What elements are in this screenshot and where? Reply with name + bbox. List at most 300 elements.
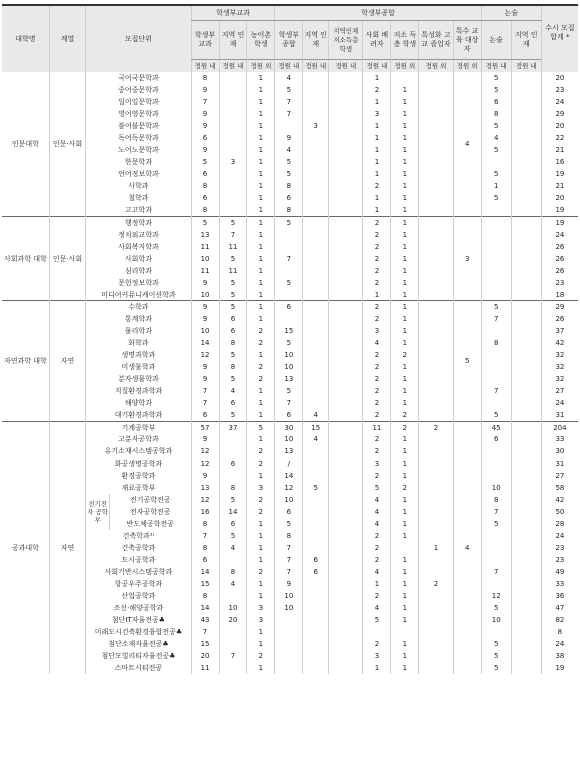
quota-cell (419, 361, 453, 373)
quota-cell: 5 (481, 120, 511, 132)
unit-name: 재료공학부 (86, 482, 191, 494)
quota-cell: 20 (191, 650, 219, 662)
total-cell: 26 (541, 241, 578, 253)
quota-cell: 2 (391, 349, 419, 361)
quota-cell: 2 (363, 180, 391, 192)
header-c9: 특성화 고교 졸업자 (419, 21, 453, 60)
quota-cell: 10 (275, 433, 303, 445)
header-c10: 특수 교육 대상자 (453, 21, 481, 60)
table-row (2, 277, 578, 289)
quota-cell: 2 (247, 325, 275, 337)
total-cell: 49 (541, 566, 578, 578)
quota-cell: 2 (363, 445, 391, 457)
quota-cell: 15 (275, 325, 303, 337)
header-field: 계열 (49, 5, 86, 72)
quota-cell (303, 156, 329, 168)
total-cell: 33 (541, 578, 578, 590)
unit-name: 미생물학과 (86, 361, 191, 373)
quota-cell (329, 156, 363, 168)
quota-cell: 14 (275, 470, 303, 482)
quota-cell (303, 602, 329, 614)
table-row (2, 482, 578, 494)
quota-cell (329, 470, 363, 482)
total-cell: 32 (541, 361, 578, 373)
quota-cell: 3 (363, 108, 391, 120)
subdivision-cell: 전기전자 공학부 (86, 494, 110, 530)
quota-cell: 1 (391, 566, 419, 578)
total-cell: 58 (541, 482, 578, 494)
quota-cell: 8 (191, 72, 219, 84)
quota-cell: 1 (391, 120, 419, 132)
total-cell: 26 (541, 253, 578, 265)
quota-cell: 45 (481, 421, 511, 433)
total-cell: 16 (541, 156, 578, 168)
table-row (2, 241, 578, 253)
quota-cell: 5 (481, 662, 511, 674)
quota-cell: 7 (219, 229, 247, 241)
quota-cell: 10 (275, 361, 303, 373)
quota-cell (329, 289, 363, 301)
quota-cell (481, 361, 511, 373)
quota-cell (329, 518, 363, 530)
quota-cell: 1 (391, 494, 419, 506)
quota-cell (481, 470, 511, 482)
quota-cell (511, 626, 541, 638)
quota-cell (419, 313, 453, 325)
quota-cell: 1 (247, 96, 275, 108)
total-cell: 204 (541, 421, 578, 433)
quota-cell: 8 (219, 361, 247, 373)
quota-cell (219, 205, 247, 217)
quota-out: 정원 외 (453, 60, 481, 73)
quota-cell: 7 (481, 313, 511, 325)
quota-cell (419, 108, 453, 120)
quota-cell (419, 470, 453, 482)
quota-cell: 9 (275, 578, 303, 590)
quota-cell (419, 554, 453, 566)
quota-cell (511, 156, 541, 168)
quota-cell (329, 361, 363, 373)
header-group-nonsul: 논술 (481, 5, 541, 21)
quota-in: 정원 내 (191, 60, 219, 73)
quota-cell: 1 (391, 373, 419, 385)
quota-cell (329, 566, 363, 578)
header-group-jonghap: 학생부종합 (275, 5, 481, 21)
quota-cell: 6 (275, 409, 303, 421)
quota-cell (303, 313, 329, 325)
quota-cell: 1 (247, 470, 275, 482)
quota-cell: 11 (363, 421, 391, 433)
quota-cell (303, 325, 329, 337)
quota-cell: 1 (247, 626, 275, 638)
quota-cell: 1 (247, 301, 275, 313)
quota-cell: 7 (191, 626, 219, 638)
quota-cell: 1 (391, 397, 419, 409)
quota-cell (329, 325, 363, 337)
quota-cell: 13 (275, 445, 303, 457)
quota-cell: 2 (363, 554, 391, 566)
quota-cell: 1 (247, 132, 275, 144)
quota-cell (481, 253, 511, 265)
quota-cell: 1 (391, 433, 419, 445)
quota-cell: 1 (391, 180, 419, 192)
quota-cell (275, 650, 303, 662)
quota-cell: 2 (363, 313, 391, 325)
quota-cell: 1 (391, 614, 419, 626)
quota-cell: 8 (191, 518, 219, 530)
quota-out: 정원 외 (391, 60, 419, 73)
quota-cell: 5 (275, 277, 303, 289)
quota-cell: 4 (275, 72, 303, 84)
quota-cell: 9 (191, 361, 219, 373)
quota-cell (511, 313, 541, 325)
table-row (2, 458, 578, 470)
quota-cell: 14 (191, 337, 219, 349)
total-cell: 19 (541, 168, 578, 180)
quota-cell: 1 (363, 168, 391, 180)
table-row (2, 662, 578, 674)
quota-cell: 1 (247, 205, 275, 217)
quota-cell: 6 (191, 409, 219, 421)
unit-name: 사회복지학과 (86, 241, 191, 253)
table-row (2, 542, 578, 554)
unit-name: 첨단IT자율전공♣ (86, 614, 191, 626)
quota-in: 정원 내 (363, 60, 391, 73)
quota-cell (419, 156, 453, 168)
quota-cell (329, 373, 363, 385)
quota-cell: 1 (363, 156, 391, 168)
quota-cell: 2 (363, 361, 391, 373)
quota-cell (303, 578, 329, 590)
quota-cell (419, 325, 453, 337)
unit-name: 수학과 (86, 301, 191, 313)
quota-cell: 8 (275, 530, 303, 542)
quota-cell: 10 (191, 253, 219, 265)
header-c6: 지역인재 저소득층 학생 (329, 21, 363, 60)
total-cell: 47 (541, 602, 578, 614)
total-cell: 19 (541, 662, 578, 674)
quota-cell: 5 (275, 168, 303, 180)
quota-cell: 1 (391, 470, 419, 482)
quota-cell (481, 445, 511, 457)
quota-cell (329, 662, 363, 674)
quota-cell: 1 (391, 530, 419, 542)
quota-cell: 5 (219, 373, 247, 385)
quota-cell: 1 (391, 96, 419, 108)
quota-cell: 5 (191, 217, 219, 229)
quota-cell: 2 (363, 638, 391, 650)
quota-cell (511, 578, 541, 590)
quota-cell (511, 325, 541, 337)
quota-cell: 1 (247, 156, 275, 168)
quota-cell: 5 (275, 337, 303, 349)
quota-cell: 2 (247, 373, 275, 385)
quota-cell: 1 (391, 554, 419, 566)
quota-cell (303, 168, 329, 180)
quota-cell (419, 277, 453, 289)
quota-cell (275, 229, 303, 241)
quota-cell (511, 132, 541, 144)
quota-cell: 2 (363, 301, 391, 313)
header-group-gyogwa: 학생부교과 (191, 5, 275, 21)
quota-cell: 1 (247, 192, 275, 204)
header-c1: 학생부 교과 (191, 21, 219, 60)
unit-name: 미디어커뮤니케이션학과 (86, 289, 191, 301)
quota-cell: 7 (275, 108, 303, 120)
quota-cell (303, 192, 329, 204)
quota-cell (303, 458, 329, 470)
quota-cell (219, 192, 247, 204)
table-row (2, 265, 578, 277)
quota-cell (511, 482, 541, 494)
quota-cell: 1 (363, 578, 391, 590)
quota-cell: 5 (481, 84, 511, 96)
quota-cell (219, 554, 247, 566)
quota-cell (481, 530, 511, 542)
unit-name: 전자공학전공 (109, 506, 191, 518)
quota-cell (329, 385, 363, 397)
quota-cell (511, 265, 541, 277)
table-row (2, 409, 578, 421)
quota-cell (303, 626, 329, 638)
quota-cell: 10 (481, 614, 511, 626)
quota-in: 정원 내 (481, 60, 511, 73)
unit-name: 사회학과 (86, 253, 191, 265)
quota-cell (329, 313, 363, 325)
unit-name: 산업공학과 (86, 590, 191, 602)
quota-cell (329, 277, 363, 289)
quota-cell (419, 84, 453, 96)
unit-name: 심리학과 (86, 265, 191, 277)
quota-cell: 2 (363, 470, 391, 482)
quota-cell (419, 566, 453, 578)
quota-cell: 1 (481, 180, 511, 192)
table-row (2, 289, 578, 301)
unit-name: 문헌정보학과 (86, 277, 191, 289)
quota-cell: 6 (219, 313, 247, 325)
header-c2: 지역 인재 (219, 21, 247, 60)
quota-cell (303, 205, 329, 217)
unit-name: 일어일문학과 (86, 96, 191, 108)
quota-cell (511, 84, 541, 96)
unit-name: 사학과 (86, 180, 191, 192)
quota-cell (511, 289, 541, 301)
quota-cell: 2 (419, 578, 453, 590)
quota-cell (511, 253, 541, 265)
unit-name: 영어영문학과 (86, 108, 191, 120)
quota-cell (363, 626, 391, 638)
quota-cell: 13 (191, 229, 219, 241)
quota-cell: 15 (303, 421, 329, 433)
quota-cell: 1 (391, 144, 419, 156)
quota-cell: 2 (247, 566, 275, 578)
quota-cell: 8 (219, 482, 247, 494)
quota-cell: 5 (481, 650, 511, 662)
quota-cell (303, 301, 329, 313)
table-row (2, 313, 578, 325)
quota-cell (511, 662, 541, 674)
total-cell: 38 (541, 650, 578, 662)
quota-cell (511, 72, 541, 84)
quota-cell: 1 (363, 662, 391, 674)
quota-cell: 4 (219, 578, 247, 590)
quota-cell (303, 229, 329, 241)
quota-cell (511, 554, 541, 566)
unit-name: 사회기반시스템공학과 (86, 566, 191, 578)
total-cell: 23 (541, 554, 578, 566)
header-c7: 사회 배려자 (363, 21, 391, 60)
total-cell: 30 (541, 445, 578, 457)
quota-cell (329, 578, 363, 590)
quota-cell (329, 144, 363, 156)
quota-cell (511, 108, 541, 120)
quota-cell (275, 662, 303, 674)
quota-in: 정원 내 (511, 60, 541, 73)
total-cell: 19 (541, 205, 578, 217)
table-row (2, 566, 578, 578)
unit-name: 항공우주공학과 (86, 578, 191, 590)
unit-name: 화공생명공학과 (86, 458, 191, 470)
quota-cell: 9 (191, 301, 219, 313)
quota-cell: 11 (191, 241, 219, 253)
quota-cell: 6 (191, 554, 219, 566)
quota-cell (419, 482, 453, 494)
quota-cell (303, 662, 329, 674)
total-cell: 82 (541, 614, 578, 626)
total-cell: 29 (541, 301, 578, 313)
quota-cell (481, 205, 511, 217)
quota-cell (511, 638, 541, 650)
quota-cell: 1 (391, 289, 419, 301)
quota-cell (275, 626, 303, 638)
quota-cell (329, 180, 363, 192)
quota-cell (511, 614, 541, 626)
quota-cell (329, 602, 363, 614)
quota-cell: 14 (191, 602, 219, 614)
quota-cell: 9 (191, 373, 219, 385)
total-cell: 19 (541, 217, 578, 229)
quota-cell: 5 (481, 301, 511, 313)
quota-in: 정원 내 (275, 60, 303, 73)
quota-cell: 1 (391, 337, 419, 349)
quota-cell: 2 (363, 84, 391, 96)
unit-name: 첨단모빌리티자율전공♣ (86, 650, 191, 662)
quota-cell (481, 229, 511, 241)
quota-cell: 5 (481, 409, 511, 421)
quota-cell: 9 (191, 470, 219, 482)
quota-cell (303, 361, 329, 373)
quota-cell: 7 (191, 397, 219, 409)
quota-cell: 1 (247, 265, 275, 277)
unit-name: 기계공학부 (86, 421, 191, 433)
quota-cell (481, 554, 511, 566)
quota-cell: 2 (363, 253, 391, 265)
quota-cell: 12 (191, 349, 219, 361)
table-row (2, 156, 578, 168)
quota-cell: 4 (363, 566, 391, 578)
quota-cell (219, 144, 247, 156)
quota-cell (511, 241, 541, 253)
quota-cell (511, 337, 541, 349)
quota-cell (219, 470, 247, 482)
quota-cell: 6 (219, 325, 247, 337)
quota-cell (219, 132, 247, 144)
quota-cell (329, 192, 363, 204)
quota-cell (511, 168, 541, 180)
quota-cell: 9 (191, 108, 219, 120)
quota-cell: 8 (481, 337, 511, 349)
quota-cell (303, 349, 329, 361)
quota-cell: 1 (247, 530, 275, 542)
unit-name: 스마트시티전공 (86, 662, 191, 674)
total-cell: 27 (541, 385, 578, 397)
quota-cell (481, 156, 511, 168)
quota-cell: 9 (191, 433, 219, 445)
quota-cell: 10 (219, 602, 247, 614)
quota-cell (275, 265, 303, 277)
total-cell: 24 (541, 530, 578, 542)
univ-cell: 공과대학 (2, 421, 49, 674)
quota-cell (303, 265, 329, 277)
total-cell: 22 (541, 132, 578, 144)
unit-name: 생명과학과 (86, 349, 191, 361)
quota-cell (329, 590, 363, 602)
special-ed-cell: 4 (453, 72, 481, 217)
total-cell: 27 (541, 470, 578, 482)
quota-cell: 1 (363, 96, 391, 108)
quota-cell: 1 (391, 590, 419, 602)
quota-cell (419, 385, 453, 397)
quota-cell: 12 (481, 590, 511, 602)
quota-cell: 2 (247, 494, 275, 506)
quota-cell: 6 (191, 168, 219, 180)
quota-cell: 3 (363, 325, 391, 337)
quota-cell: 1 (391, 506, 419, 518)
quota-cell (329, 626, 363, 638)
quota-cell (219, 662, 247, 674)
quota-cell: 2 (363, 265, 391, 277)
table-row (2, 301, 578, 313)
unit-name: 분자생물학과 (86, 373, 191, 385)
quota-cell: 5 (481, 518, 511, 530)
univ-cell: 자연과학 대학 (2, 301, 49, 421)
quota-cell (419, 205, 453, 217)
quota-cell: 1 (247, 277, 275, 289)
quota-cell (511, 277, 541, 289)
field-cell: 자연 (49, 421, 86, 674)
total-cell: 31 (541, 409, 578, 421)
quota-cell (275, 289, 303, 301)
unit-name: 불어불문학과 (86, 120, 191, 132)
quota-cell (391, 72, 419, 84)
quota-cell: 8 (481, 494, 511, 506)
total-cell: 23 (541, 277, 578, 289)
quota-cell (329, 337, 363, 349)
quota-cell: 6 (191, 132, 219, 144)
quota-cell (329, 132, 363, 144)
quota-cell (219, 433, 247, 445)
table-row (2, 397, 578, 409)
quota-cell (275, 120, 303, 132)
quota-cell: 13 (275, 373, 303, 385)
quota-cell: 5 (219, 301, 247, 313)
quota-cell: 4 (363, 602, 391, 614)
quota-cell: 3 (303, 120, 329, 132)
quota-cell (511, 205, 541, 217)
field-cell: 인문·사회 (49, 217, 86, 301)
quota-cell (481, 289, 511, 301)
table-row (2, 96, 578, 108)
